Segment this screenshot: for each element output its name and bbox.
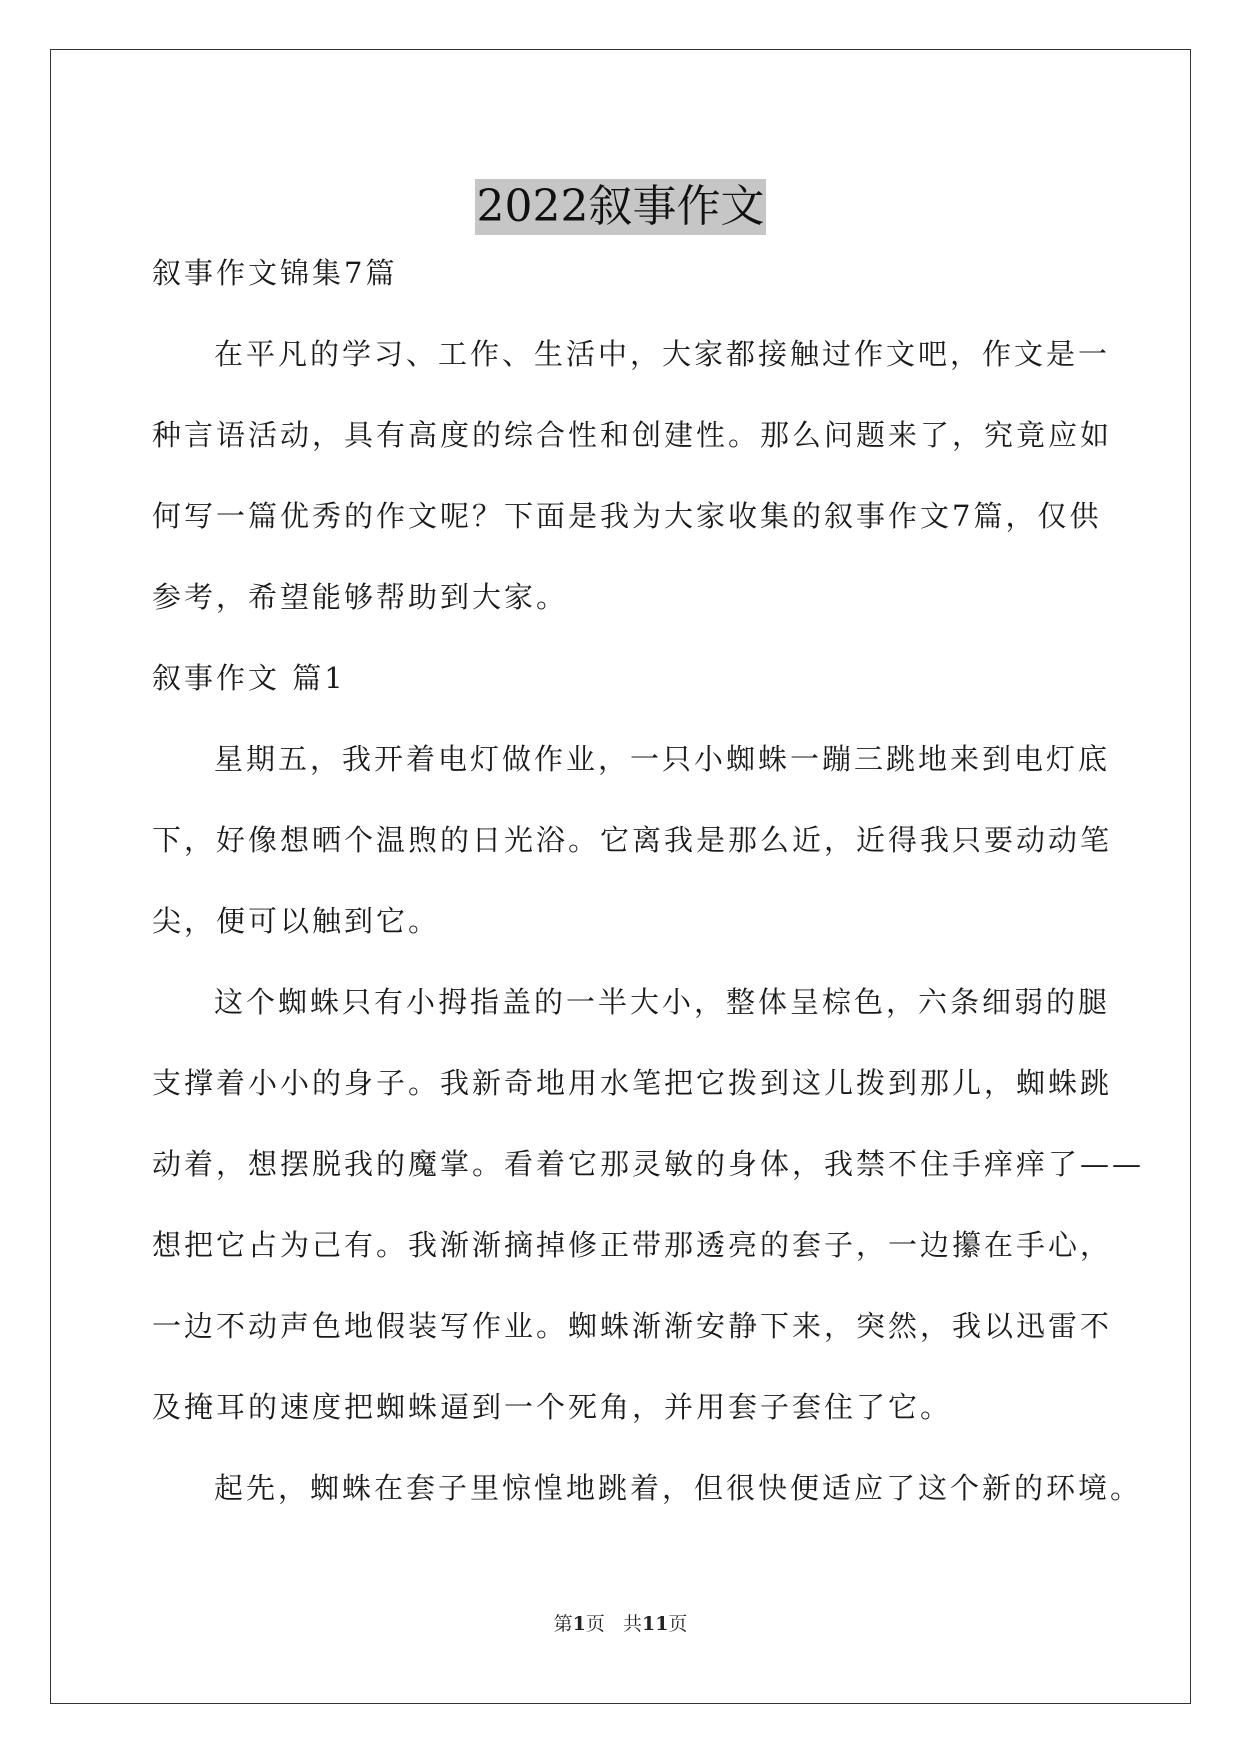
text-line: 想把它占为己有。我渐渐摘掉修正带那透亮的套子，一边攥在手心， — [152, 1228, 1113, 1262]
text-line: 何写一篇优秀的作文呢？下面是我为大家收集的叙事作文7篇，仅供 — [152, 499, 1102, 533]
text-line: 及掩耳的速度把蜘蛛逼到一个死角，并用套子套住了它。 — [152, 1390, 953, 1424]
page-label-suffix: 页 — [585, 1613, 605, 1635]
text-line: 支撑着小小的身子。我新奇地用水笔把它拨到这儿拨到那儿，蜘蛛跳 — [152, 1066, 1113, 1100]
text-line: 动着，想摆脱我的魔掌。看着它那灵敏的身体，我禁不住手痒痒了—— — [152, 1147, 1145, 1181]
text-line: 星期五，我开着电灯做作业，一只小蜘蛛一蹦三跳地来到电灯底 — [214, 742, 1111, 776]
total-page-number: 11 — [641, 1613, 669, 1635]
text-line: 这个蜘蛛只有小拇指盖的一半大小，整体呈棕色，六条细弱的腿 — [214, 985, 1111, 1019]
text-line: 下，好像想晒个温煦的日光浴。它离我是那么近，近得我只要动动笔 — [152, 823, 1113, 857]
text-line: 叙事作文锦集7篇 — [152, 256, 398, 290]
text-line: 参考，希望能够帮助到大家。 — [152, 580, 569, 614]
page-footer — [0, 1612, 1241, 1636]
current-page-number: 1 — [572, 1613, 586, 1635]
text-line: 种言语活动，具有高度的综合性和创建性。那么问题来了，究竟应如 — [152, 418, 1113, 452]
text-line: 尖，便可以触到它。 — [152, 904, 441, 938]
text-line: 在平凡的学习、工作、生活中，大家都接触过作文吧，作文是一 — [214, 337, 1111, 371]
text-line: 叙事作文 篇1 — [152, 661, 346, 695]
total-label-suffix: 页 — [668, 1613, 688, 1635]
text-line: 起先，蜘蛛在套子里惊惶地跳着，但很快便适应了这个新的环境。 — [214, 1471, 1143, 1505]
text-line: 一边不动声色地假装写作业。蜘蛛渐渐安静下来，突然，我以迅雷不 — [152, 1309, 1113, 1343]
page-label-prefix: 第 — [553, 1613, 573, 1635]
document-title: 2022叙事作文 — [475, 179, 767, 235]
total-label-prefix: 共 — [622, 1613, 642, 1635]
document-body — [152, 233, 1145, 1529]
